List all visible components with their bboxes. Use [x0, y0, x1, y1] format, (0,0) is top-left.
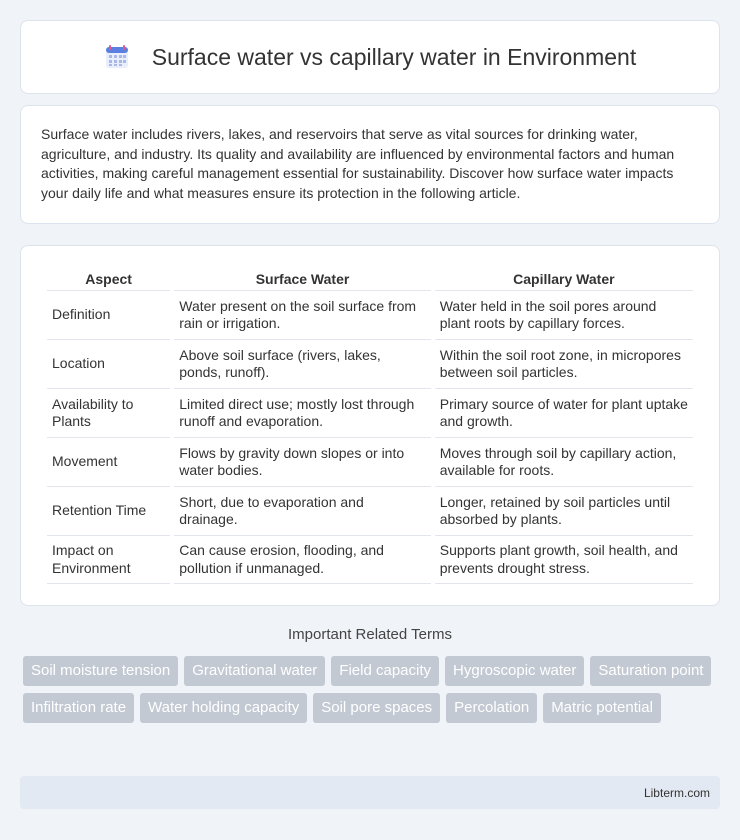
related-term-tag[interactable]: Soil moisture tension [23, 656, 178, 686]
related-term-tag[interactable]: Water holding capacity [140, 693, 307, 723]
table-cell-aspect: Impact on Environment [47, 535, 170, 584]
related-term-tag[interactable]: Gravitational water [184, 656, 325, 686]
table-row [47, 339, 693, 388]
table-header: Aspect [85, 271, 132, 287]
related-term-tag[interactable]: Matric potential [543, 693, 661, 723]
table-cell-capillary: Longer, retained by soil particles until absorbed by plants. [435, 486, 693, 535]
table-cell-surface: Flows by gravity down slopes or into water bodies. [174, 437, 430, 486]
table-row [47, 388, 693, 437]
header-card [20, 20, 720, 94]
table-cell-surface: Water present on the soil surface from rain or irrigation. [174, 290, 430, 339]
calendar-grid-icon [104, 44, 130, 70]
table-cell-surface: Short, due to evaporation and drainage. [174, 486, 430, 535]
comparison-table [43, 266, 697, 584]
table-cell-aspect: Location [47, 339, 170, 388]
table-cell-capillary: Primary source of water for plant uptake and growth. [435, 388, 693, 437]
related-term-tag[interactable]: Hygroscopic water [445, 656, 584, 686]
page-title: Surface water vs capillary water in Environment [151, 43, 637, 70]
table-cell-capillary: Moves through soil by capillary action, available for roots. [435, 437, 693, 486]
table-header-row [47, 266, 693, 290]
related-terms-section [20, 626, 720, 723]
intro-text: Surface water includes rivers, lakes, and reservoirs that serve as vital sources for drinking water, agriculture, and industry. Its quality and availability are influenced by environmental factors and human activities, making careful management essential for sustainability. Discover how surface water impacts your daily life and what measures ensure its protection in the following article. [41, 126, 675, 201]
table-row [47, 486, 693, 535]
table-cell-surface: Above soil surface (rivers, lakes, ponds, runoff). [174, 339, 430, 388]
table-cell-aspect: Availability to Plants [47, 388, 170, 437]
comparison-table-card [20, 245, 720, 606]
related-term-tag[interactable]: Infiltration rate [23, 693, 134, 723]
footer-site-link[interactable]: Libterm.com [643, 786, 710, 800]
table-cell-capillary: Water held in the soil pores around plant roots by capillary forces. [435, 290, 693, 339]
table-cell-surface: Limited direct use; mostly lost through runoff and evaporation. [174, 388, 430, 437]
related-term-tag[interactable]: Soil pore spaces [313, 693, 440, 723]
related-term-tag[interactable]: Field capacity [331, 656, 439, 686]
intro-card [20, 105, 720, 224]
table-cell-capillary: Within the soil root zone, in micropores between soil particles. [435, 339, 693, 388]
footer [20, 776, 720, 809]
table-header: Capillary Water [513, 271, 615, 287]
related-term-tag[interactable]: Percolation [446, 693, 537, 723]
related-terms-list [20, 656, 720, 723]
table-cell-surface: Can cause erosion, flooding, and pollution if unmanaged. [174, 535, 430, 584]
table-row [47, 290, 693, 339]
related-term-tag[interactable]: Saturation point [590, 656, 711, 686]
table-cell-capillary: Supports plant growth, soil health, and prevents drought stress. [435, 535, 693, 584]
table-row [47, 535, 693, 584]
related-terms-title: Important Related Terms [288, 626, 452, 643]
table-header: Surface Water [255, 271, 350, 287]
table-cell-aspect: Movement [47, 437, 170, 486]
table-row [47, 437, 693, 486]
table-cell-aspect: Retention Time [47, 486, 170, 535]
table-cell-aspect: Definition [47, 290, 170, 339]
